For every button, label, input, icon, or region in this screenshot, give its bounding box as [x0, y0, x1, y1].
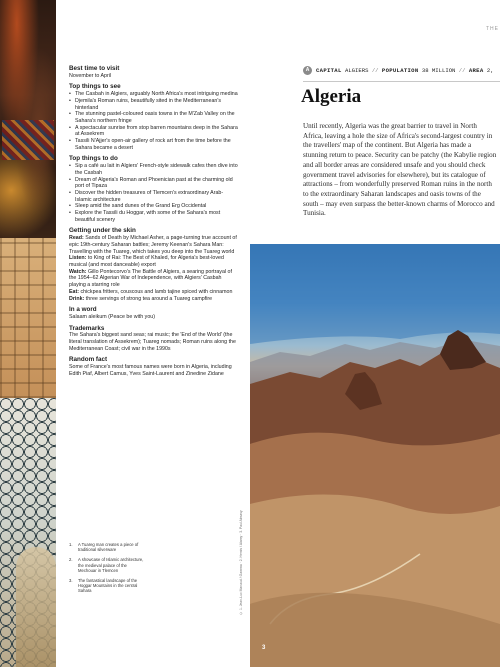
fact-column	[69, 66, 239, 378]
top-see-list	[69, 91, 239, 151]
islamic-architecture-photo	[0, 238, 56, 398]
caption-item	[69, 557, 145, 573]
caption-item	[69, 542, 145, 552]
photo-strip	[0, 0, 56, 667]
top-see-heading: Top things to see	[69, 83, 121, 91]
watch-entry	[69, 269, 239, 289]
capital-value: ALGIERS	[344, 67, 369, 74]
best-time-text: November to April	[69, 72, 112, 79]
list-item: • Dream of Algeria's Roman and Phoenician past at the charming old port of Tipaza	[69, 177, 239, 190]
best-time-heading: Best time to visit	[69, 65, 120, 72]
country-meta-line	[316, 67, 494, 74]
in-a-word-text: Salaam aleikum (Peace be with you)	[69, 313, 155, 320]
tuareg-silverware-photo	[0, 0, 56, 238]
landscape-illustration	[250, 244, 500, 667]
intro-paragraph: Until recently, Algeria was the great barrier to travel in North Africa, leaving a hole the size of Africa's second-largest country in the travellers' map of the continent. But Algeria has made a stunning return to peace. Security can be patchy (the Kabylie region and all border areas are considered unsafe and you should check government travel advisories for elsewhere), but its catalogue of attractions – from wonderfully preserved Roman ruins in the north to the extraordinary Saharan landscapes and oasis towns of the south – may even surpass the better-known charms of Morocco and Tunisia.	[303, 122, 497, 218]
list-item: • Tassili N'Ajjer's open-air gallery of rock art from the time before the Sahara became a desert	[69, 138, 239, 151]
caption-number: 2.	[69, 557, 73, 563]
mechouar-palace-photo	[0, 398, 56, 667]
eat-text: chickpea fritters, couscous and lamb tajine spiced with cinnamon	[80, 288, 233, 295]
read-entry	[69, 235, 239, 255]
top-do-heading: Top things to do	[69, 155, 118, 163]
random-fact-text: Some of France's most famous names were born in Algeria, including Edith Piaf, Albert Camus, Yves Saint-Laurent and Zinedine Zidane	[69, 364, 232, 377]
read-text: Sands of Death by Michael Asher, a page-turning true account of epic 19th-century Saharan battles; Jeremy Keenan's Sahara Man: Travelling with the Tuareg, which takes you deep into the Tuareg world	[69, 235, 237, 255]
list-item: • The stunning pastel-coloured oasis towns in the M'Zab Valley on the Sahara's northern fringe	[69, 111, 239, 124]
in-a-word-heading: In a word	[69, 306, 97, 314]
drink-text: three servings of strong tea around a Tuareg campfire	[85, 295, 213, 302]
caption-number: 3.	[69, 578, 73, 584]
listen-text: to King of Rai: The Best of Khaled, for Algeria's best-loved musical (and most danceable) export	[69, 255, 224, 268]
getting-under-heading: Getting under the skin	[69, 227, 136, 235]
population-label: POPULATION	[381, 67, 419, 74]
running-head: THE	[486, 26, 499, 32]
header-rule	[303, 81, 500, 82]
caption-text: A showcase of Islamic architecture, the medieval palace of the Mechouar in Tlemcen	[78, 557, 144, 573]
capital-label: CAPITAL	[316, 67, 342, 74]
separator: //	[371, 67, 379, 74]
drink-label: Drink:	[69, 295, 85, 302]
eat-label: Eat:	[69, 288, 80, 295]
list-item: • A spectacular sunrise from stop barren mountains deep in the Sahara at Assekrem	[69, 125, 239, 138]
list-item: • Djemila's Roman ruins, beautifully sited in the Mediterranean's hinterland	[69, 98, 239, 111]
top-do-list	[69, 163, 239, 223]
photo-captions	[69, 542, 145, 599]
hoggar-mountains-photo	[250, 244, 500, 667]
list-item: • Explore the Tassili du Hoggar, with some of the Sahara's most beautiful scenery	[69, 210, 239, 223]
eat-entry	[69, 289, 239, 296]
caption-number: 1.	[69, 542, 73, 547]
list-item: • Sleep amid the sand dunes of the Grand Erg Occidental	[69, 203, 239, 210]
separator: //	[458, 67, 466, 74]
listen-label: Listen:	[69, 255, 87, 262]
watch-label: Watch:	[69, 268, 87, 275]
caption-text: A Tuareg man creates a piece of traditional silverware	[78, 542, 139, 553]
page-number: 3	[262, 645, 266, 651]
listen-entry	[69, 255, 239, 268]
caption-item	[69, 578, 145, 594]
caption-text: The fantastical landscape of the Hoggar Mountains in the central Sahara	[78, 578, 138, 594]
watch-text: Gillo Pontecorvo's The Battle of Algiers, a searing portrayal of the 1954–62 Algerian War of Independence, with Algiers' Casbah playing a starring role	[69, 268, 232, 289]
country-title: Algeria	[301, 86, 362, 107]
list-item: • The Casbah in Algiers, arguably North Africa's most intriguing medina	[69, 91, 239, 98]
carpet-texture	[2, 120, 54, 160]
random-fact-heading: Random fact	[69, 356, 108, 364]
photo-credit: © 1. Jean-Luc Manaud / Gamma · 2. Hemis / Alamy · 3. Paul Almasy	[239, 510, 243, 615]
trademarks-heading: Trademarks	[69, 324, 105, 332]
country-letter-badge: A	[303, 66, 312, 75]
list-item: • Sip a café au lait in Algiers' French-style sidewalk cafes then dive into the Casbah	[69, 163, 239, 176]
population-value: 38 MILLION	[421, 67, 456, 74]
area-value: 2,	[486, 67, 494, 74]
read-label: Read:	[69, 235, 84, 242]
arch-shape	[16, 547, 56, 667]
area-label: AREA	[468, 67, 484, 74]
list-item: • Discover the hidden treasures of Tlemcen's extraordinary Arab-Islamic architecture	[69, 190, 239, 203]
trademarks-text: The Sahara's biggest sand seas; rai music; the 'End of the World' (the literal translation of Assekrem); Tuareg nomads; Roman ruins along the Mediterranean Coast; civil war in the 1990s	[69, 332, 236, 352]
drink-entry	[69, 296, 239, 303]
